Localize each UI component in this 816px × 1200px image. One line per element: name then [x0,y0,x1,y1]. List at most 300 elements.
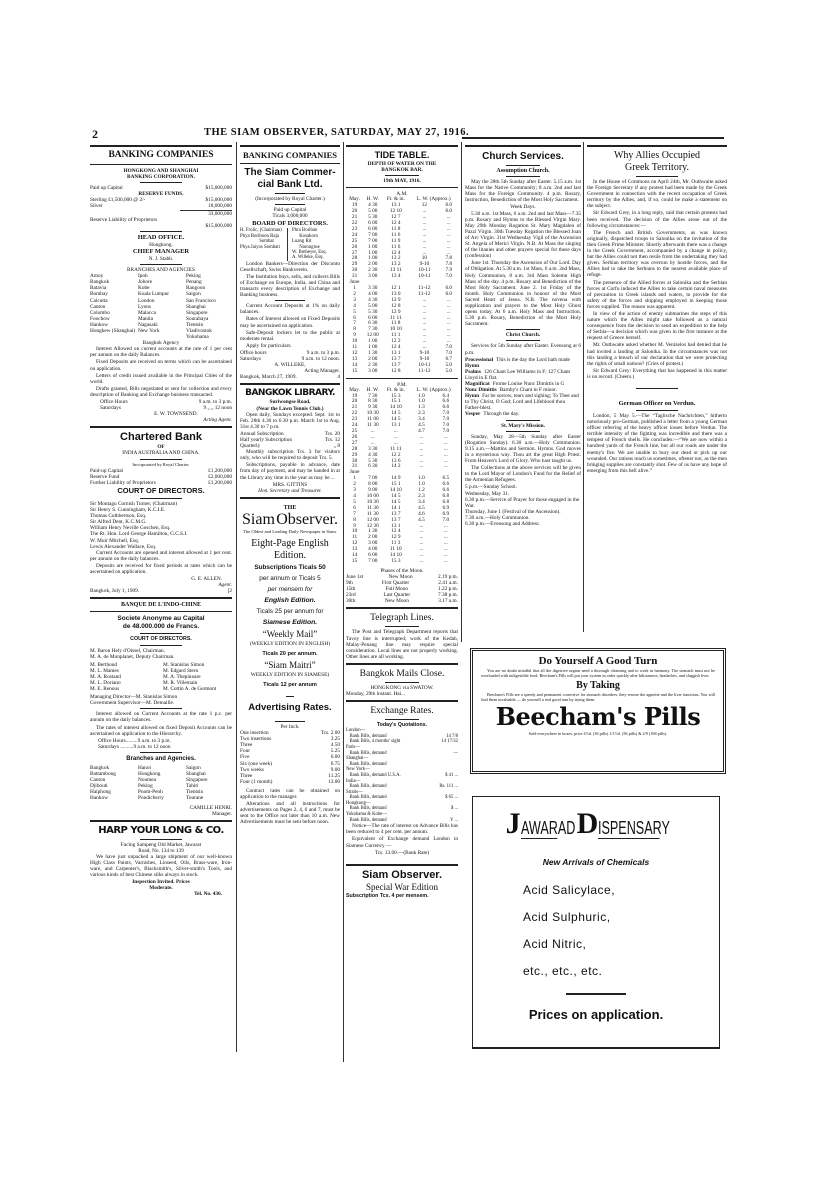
column-banking-1 [90,142,232,1062]
table-cell: 1 00 [368,243,378,250]
label: London— [346,728,366,734]
label: Bank Bills, demand U.S.A. [346,772,401,778]
signatory: CAMILLE HENRI. [189,804,232,811]
table-cell: 12 [351,349,358,356]
text: Ticals 12 per annum [263,682,317,688]
table-cell: 11 11 [390,445,402,452]
table-cell: 11 6 [391,231,401,238]
text: DEPTH OF WATER ON THE [367,161,437,167]
table-cell: 12 7 [391,214,401,221]
branch-name: Shanghai [186,303,206,310]
paragraph: The Post and Telegraph Department reports that Tavoy line is interrupted; work of the Kedah, Malay-Penang line may require special consideration. Local lines are not properly working. Other lines are all working. [346,629,458,660]
value: $ ... [450,806,458,812]
label: Yokohama & Kobe— [346,812,387,818]
table-cell: 13 1 [391,522,401,529]
column-rule [236,142,237,1052]
branch-name: Vladivostok [186,327,212,334]
table-cell: 6.0 [445,202,453,209]
tagline: The Oldest and Leading Daily Newspaper in Siam. [243,528,337,534]
director: Sombat [240,239,274,245]
table-cell: 11 8 [391,320,401,327]
table-cell: 1 00 [368,344,378,351]
table-cell: 7.0 [445,344,453,351]
table-cell: 4 00 [368,546,378,553]
moon-phases [346,574,458,604]
paragraph: Subscriptions, payable in advance, date from day of payment, and may be handed in at the Library any time in the year as may be ... [240,462,340,481]
paragraph: 5.30 a.m. 1st Mass, 6 a.m. 2nd and last Mass—7.35 p.m. Rosary and Hymns to the Blessed Virgin Mary. May 29th Monday Rogation St. Mary Magdalen of Pazzi Virgin. 30th Tuesday Rogation the Blessed Joan of Arc Virgin. 31st Wednesday Vigil of the Ascension St. Angela of Merici Virgin. N.B. At Mass the singing of the litanies and other prayers special for these days (confession) [465,210,581,260]
table-cell: 6.5 [442,475,450,482]
table-cell: 6 30 [368,320,378,327]
chemical-item: Acid Nitric, [523,937,587,951]
branch-name: Hankow [90,795,108,802]
paragraph: Sunday, May 28—5th Sunday after Easter (Rogation Sunday). 6.30 a.m.—Holy Communion. 9.15 a.m.—Mattins and Sermon. Hymns. God moves in a mysterious way. Thou art the great High Priest. From Heaven's Lord of Glory. Who hast taught us. [465,433,581,465]
table-cell: ... [443,522,448,529]
table-cell: 11 8 [391,225,401,232]
table-cell: 11 [352,344,358,351]
table-cell: 13 7 [391,516,401,523]
table-cell: 13 1 [391,202,401,209]
phase: Full Moon [385,586,408,593]
director: Sir Henry S. Cunningham, K.C.I.E. [90,507,166,514]
table-cell: 3 00 [368,367,378,374]
table-cell: 1 30 [368,349,378,356]
table-cell: 12 9 [391,308,401,315]
table-cell: 2 00 [368,534,378,541]
heading: RESERVE FUNDS. [138,191,184,198]
value: 18,000,000 [208,203,232,210]
table-cell: 13 [351,355,358,362]
table-cell: 9-10 [419,349,430,356]
paragraph: May the 28th 5th Sunday after Easter. 5.15 a.m. 1st Mass for the Native Community; 8 a.m. 2nd and last Mass for the Foreign Community. 4 p.m. Rosary, Instruction, Benediction of the Most Holy Sacrament. [465,179,581,204]
table-cell: 12 8 [391,302,401,309]
brand-name: Beecham's Pills [495,702,701,731]
branch-name: Ipoh [138,273,148,280]
label: Bank Bills, demand [346,733,387,739]
table-cell: 12 2 [391,451,401,458]
director: M. A. de Monplanet, Deputy Chairman. [90,653,175,660]
table-cell: 5.0 [445,367,453,374]
value: Tcs. 2.00 [320,730,340,737]
column-header: Ft. & in. [386,196,405,203]
logo-text: Siam [242,510,275,528]
table-cell: 21 [351,404,358,411]
ad-footer: Prices on application. [528,1007,664,1022]
text: INDIA AUSTRALIA AND CHINA. [122,450,200,457]
director: M. R. Villemain [163,680,198,686]
table-cell: ... [419,534,424,541]
table-cell: 9 30 [368,404,378,411]
table-cell: 31 [351,463,358,470]
director: M. Stanislas Simon [163,661,205,668]
label: Hymn [465,393,480,400]
headline: Why Allies Occupied [613,150,701,161]
column-header: May. [349,386,360,393]
paragraph: Current Accounts are opened and interest allowed at 1 per cent. per annum on the daily balances. [90,549,232,562]
table-cell: 7.0 [442,516,450,523]
heading: COURT OF DIRECTORS. [130,636,192,643]
paragraph: Interest Allowed on current accounts at the rate of 1 per cent per annum on the daily Balances. [90,346,232,359]
ad-subheadline: By Taking [576,680,620,691]
heading: Telegraph Lines. [370,613,434,624]
text: P.M. [397,381,407,388]
table-cell: 12 00 [366,516,379,523]
table-cell: ... [422,214,427,221]
paragraph: The presence of the Allied forces at Salonika and the Serbian forces at Corfu induced the Allies to take certain naval measures of precaution in Greek islands and waters, to provide for the safety of the forces and shipping employed in keeping those forces supplied. The reason was apparent. [587,279,727,310]
label: Three [240,742,253,749]
text: A.M. [396,191,408,198]
label: Bank Bills, demand [346,761,387,767]
column-rule [461,142,462,642]
table-cell: ... [446,225,451,232]
label: Vesper [465,411,481,418]
table-cell: ... [393,439,398,446]
text: (Incorporated by Royal Charter.) [255,196,325,202]
table-cell: ... [446,302,451,309]
column-church-services [465,142,581,642]
director: M. Cottin A. de Germont [163,686,217,693]
table-cell: 10 10 [389,326,402,333]
table-cell: 9 00 [368,487,378,494]
table-cell: 7.0 [442,416,450,423]
table-cell: 13 1 [391,422,401,429]
table-cell: 13 7 [391,355,401,362]
branch-name: Calcutta [90,297,108,304]
table-cell: ... [443,439,448,446]
column-header: Ft. & in. [386,386,405,393]
table-cell: ... [446,320,451,327]
table-cell: 13 11 [389,267,402,274]
signatory: MRS. GITTINS [272,481,308,488]
table-cell: 5 30 [368,457,378,464]
table-cell: 12 4 [391,344,401,351]
table-cell: ... [443,552,448,559]
director: Phra Boriban [292,228,318,234]
dateline: Bangkok, March 27, 1909. [240,374,297,381]
marker: 4 [337,374,340,381]
branch-name: Canton [90,777,106,784]
table-cell: 4 [353,302,356,309]
table-cell: 10 [351,338,358,345]
text: Hongkong. [149,241,173,248]
heading: Church Services. [482,151,564,162]
table-cell: 15 3 [391,392,401,399]
time: 7.38 p.m. [437,592,458,599]
table-cell: 15 1 [391,481,401,488]
table-cell: 6.6 [442,404,450,411]
text: Facing Sampeng Old Market, Jawarat [120,841,202,848]
table-cell: 7 30 [368,392,378,399]
table-cell: 15 3 [391,557,401,564]
table-cell: 12 8 [391,367,401,374]
text: (Near the Lawn Tennis Club.) [256,405,324,412]
branch-name: Battambong [90,771,116,778]
table-cell: 12 9 [391,296,401,303]
text: Moderate. [149,885,173,892]
text: Saturdays ..........9 a.m. to 12 noon [98,743,171,750]
paragraph: Beecham's Pills are a speedy and permanent corrective for stomach disorders; they restore the appetite and the liver functions. You will find them invaluable — do yourself a real good turn by trying them. [481,692,715,702]
table-cell: 12 2 [391,338,401,345]
director: M. A. Thepinnare [163,673,201,680]
table-cell: ... [370,428,375,434]
schedule-line: Thursday, June 1 (Festival of the Ascension). [465,508,561,515]
text: Inspection Invited. Prices [132,879,190,886]
table-cell: 14 [351,361,358,368]
rates-table [240,730,340,785]
table-cell: 20 [351,398,358,405]
table-cell: 7 00 [368,237,378,244]
initial: J [505,807,521,840]
value: 14 7/8 [446,733,458,739]
label: Bank Bills, 4 months' sight [346,739,401,745]
branch-name: Tientsin [186,321,204,328]
table-cell: 12 30 [366,522,379,529]
column-rule [343,142,344,1062]
schedule-line: 6.30 p.m.—Evensong and Address. [465,520,540,527]
text: per mensem for [267,586,313,593]
label: Further Liability of Proprietors [90,479,156,486]
table-cell: 29 [351,451,358,458]
director: M. L. Mames [90,667,119,674]
text: Government Supervisor—M. Demaille. [90,700,175,707]
table-cell: 19 [351,202,358,209]
text: de 48.000.000 de Francs. [122,623,200,631]
signatory-title: Acting Manager. [304,368,340,375]
branch-name: Saigon [186,764,201,771]
value: 13.00 [328,778,340,785]
table-cell: 6.6 [442,481,450,488]
time: 2.41 a.m. [438,580,458,587]
table-cell: 6.9 [442,504,450,511]
table-cell: June [349,469,360,476]
table-cell: 7 00 [368,557,378,564]
paragraph: Mr. Outhwaite asked whether M. Venizelos had denied that he had invited a landing at Salonika. In the circumstances was not this landing a breach of our declaration that we were protecting the rights of small nations? (Cries of protest.) [587,342,727,367]
table-cell: 7.0 [445,273,453,280]
heading: HEAD OFFICE. [137,233,185,241]
branch-name: Lyons [138,303,151,310]
signatory: E. W. TOWNSEND. [154,411,198,418]
table-cell: ... [443,451,448,458]
table-cell: 13 [351,546,358,553]
phase: New Moon [388,573,413,580]
table-cell: 11 30 [366,510,379,517]
branch-name: Canton [90,303,106,310]
table-cell: 11 10 [389,546,402,553]
text: Suriwongse Road, [269,399,311,406]
table-cell: 11 3 [391,540,401,547]
label: Bank Bills, demand [346,795,387,801]
table-cell: ... [422,308,427,315]
text: Office Hours.........9 a.m. to 3 p.m. [98,737,171,744]
label: Four [240,748,251,755]
table-cell: ... [422,249,427,256]
branch-name: Pondicherry [138,795,164,802]
table-cell: 7 00 [368,231,378,238]
table-cell: 1 00 [368,255,378,262]
table-cell: 6.6 [442,487,450,494]
text: (WEEKLY EDITION IN ENGLISH) [249,641,331,647]
text: AWARAD [520,818,576,838]
masthead-rule [462,137,724,139]
table-cell: 11 [352,534,358,541]
table-cell: 7.0 [442,428,450,434]
table-cell: 11-12 [418,284,431,291]
branch-name: Djibouti [90,783,108,790]
branch-name: Hongkew (Shanghai) [90,327,136,334]
table-cell: 4 30 [368,202,378,209]
text: Road, No. 134 to 139 [138,847,184,854]
marker: [2 [227,588,232,595]
director: W. Breheyer, Esq. [292,249,327,255]
table-cell: ... [422,296,427,303]
director: M. Edgard Stern [163,667,199,674]
branch-name: Tahiti [186,783,199,790]
table-cell: ... [443,457,448,464]
paragraph: Notice—The rate of interest on Advance Bills has been reduced to 4 per cent. per annum. [346,823,458,836]
label: Bank Bills, demand [346,784,387,790]
text: Societe Anonyme au Capital [117,615,205,623]
paragraph: Letters of credit issued available in the Principal Cities of the world. [90,372,232,385]
table-row [346,369,458,375]
table-cell: 15 [351,557,358,564]
tide-table-pm [346,388,458,565]
column-header: L. W. (Approx.) [416,386,451,393]
value: £2,000,000 [208,473,232,480]
chemical-item: etc., etc., etc. [523,964,603,978]
paragraph: London Bankers—Direction der Disconto Gesellschaft, Swiss Bankverein. [240,260,340,273]
text: Managing Director—M. Stanislas Simon [90,694,178,701]
label: Four (1 month) [240,778,273,785]
table-cell: 3.4 [418,498,425,505]
label: Reserve Liability of Proprietors [90,216,158,223]
branch-name: Sourabaya [186,315,209,322]
paragraph: Sir Edward Grey: Everything that has happened in this matter is on record. (Cheers.) [587,367,727,380]
branch-name: Peking [138,783,153,790]
heading: TIDE TABLE. [374,150,430,160]
table-cell: 1.0 [418,398,425,405]
table-cell: 10 00 [366,492,379,499]
label: India— [346,778,361,784]
table-cell: ... [419,540,424,547]
table-cell: 5 00 [368,302,378,309]
table-cell: 28 [351,445,358,452]
paragraph: June 1st. Thursday the Ascension of Our Lord. Day of Obligation. At 5.30 a.m. 1st Mass, 6 a.m. 2nd Mass, Holy Communion, 8 a.m. 3rd Mass Solemn High Mass of the day. 4 p.m. Rosary and Benediction of the Most Holy Sacrament. June 2. 1st Friday of the month. Holy Communion in honour of the Most Sacred Heart of Jesus. N.B. The novena with supplication and prayers to the Most Holy Ghost opens today. At 6 a.m. Holy Mass and Instruction. 5.30 p.m. Rosary, Benediction of the Most Holy Sacrament. [465,260,581,328]
text: Edition. [274,550,306,561]
paragraph: Fixed Deposits are received on terms which can be ascertained on application. [90,359,232,372]
section-title: BANKING COMPANIES [242,150,338,160]
director: H. Frolic, (Chairman) [240,228,282,234]
chemical-item: Acid Salicylace, [523,883,616,897]
value: Rs. 111 ... [439,784,458,790]
value: Tcs. 12 [324,436,340,443]
value: This is the day the Lord hath made [496,356,570,363]
label: Paid up Capital [90,185,123,192]
subscription-list [240,431,340,449]
text: Special War Edition [365,881,439,892]
table-cell: 3 00 [368,273,378,280]
table-cell: 12 9 [391,534,401,541]
table-cell: 6.4 [442,392,450,399]
signatory-title: Agent. [218,582,232,589]
paragraph: Deposits are received for fixed periods at rates which can be ascertained on application. [90,562,232,575]
heading: Exchange Rates. [370,706,434,717]
text: Incorporated by Royal Charter. [132,461,190,467]
branch-name: Noumea [138,777,156,784]
branch-name: Foochow [90,315,110,322]
dateline: Bangkok, July 1, 1909. [90,588,140,595]
table-cell: ... [443,540,448,547]
table-cell: 1 00 [368,338,378,345]
text: Today's Quotations. [376,722,428,729]
table-cell: 14 5 [391,416,401,423]
text: “Siam Maitri” [264,660,316,670]
table-cell: 19 [351,392,358,399]
branch-name: Bangkok [90,764,110,771]
text: Tel. No. 436. [194,891,222,898]
signatory-title: Manager. [212,810,232,817]
date: June 1st [346,573,364,580]
directors-list [90,501,232,550]
table-cell: ... [446,338,451,345]
column-rule [583,142,584,632]
table-cell: ... [446,220,451,226]
table-cell: 13 7 [391,510,401,517]
table-cell: ... [419,552,424,559]
table-cell: 13 6 [391,457,401,464]
heading: Phases of the Moon. [380,567,424,574]
table-cell: 5.0 [445,361,453,368]
paragraph: Services for 5th Sunday after Easter. Evensong at 6 p.m. [465,343,581,356]
table-cell: 10 30 [366,498,379,505]
table-cell: 29 [351,261,358,268]
table-cell: 1.2 [418,487,425,494]
text: BANGKOK BAR. [381,167,423,174]
observer-logo [240,511,340,529]
table-cell: 5 [353,308,356,315]
table-cell: 14 5 [391,498,401,505]
bank-name: The Siam Commer- [244,167,336,178]
table-cell: ... [443,445,448,452]
table-cell: 6.9 [442,510,450,517]
value: 9.00 [330,766,340,773]
paragraph: Interest allowed on Current Accounts at the rate 1 p.c. per annum on the daily balances. [90,711,232,724]
paragraph: Current Account Deposits at 1% on daily balances. [240,303,340,316]
branch-name: Bangkok [90,279,110,286]
library-name: BANGKOK LIBRARY. [245,388,335,399]
value: Ticals 3,000,000 [272,213,308,220]
exchange-table [346,728,458,823]
table-cell: 7 00 [368,475,378,482]
table-cell: 4.5 [418,516,425,523]
label: New York— [346,767,370,773]
table-cell: 3 00 [368,540,378,547]
headline: German Officer on Verdun. [618,400,696,407]
branch-name: Amoy [90,273,104,280]
branch-name: Kobe [138,285,150,292]
director: M. E. Renous [90,686,120,693]
table-cell: ... [443,557,448,564]
table-cell: 1.3 [418,404,425,411]
table-cell: 2 30 [368,361,378,368]
director: Sir Montagu Cornish Turner, (Chairman) [90,500,178,507]
label: Nunc Dimittis [465,387,497,394]
jawarad-advertisement [472,796,720,1049]
table-cell: 1.0 [418,475,425,482]
label: Two insertions [240,736,272,743]
table-cell: 11 30 [366,422,379,429]
table-cell: ... [446,308,451,315]
table-cell: 6 30 [368,463,378,470]
table-cell: 13 7 [391,361,401,368]
